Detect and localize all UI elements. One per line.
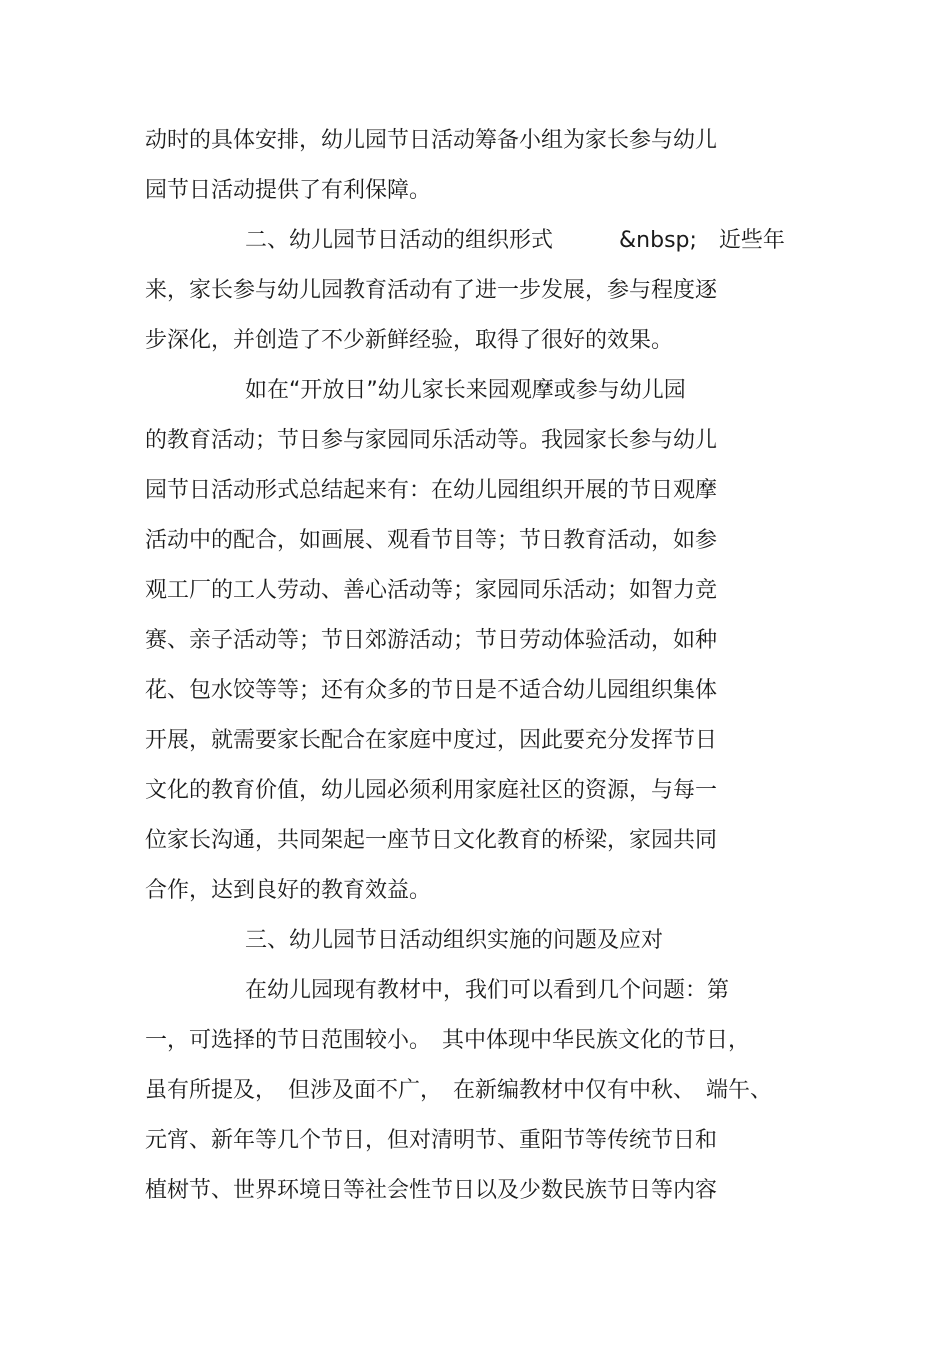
text-line: 赛、亲子活动等；节日郊游活动；节日劳动体验活动，如种 [145,628,718,653]
text-line: 位家长沟通，共同架起一座节日文化教育的桥梁，家园共同 [145,828,718,853]
text-line: 元宵、新年等几个节日，但对清明节、重阳节等传统节日和 [145,1128,718,1153]
paragraph-start: 在幼儿园现有教材中，我们可以看到几个问题：第 [245,978,730,1003]
text-line: 虽有所提及， 但涉及面不广， 在新编教材中仅有中秋、 端午、 [145,1078,773,1103]
section-heading-3: 三、幼儿园节日活动组织实施的问题及应对 [245,928,664,953]
text-line: 文化的教育价值，幼儿园必须利用家庭社区的资源，与每一 [145,778,718,803]
text-line: 动时的具体安排，幼儿园节日活动筹备小组为家长参与幼儿 [145,128,718,153]
text-line: 园节日活动提供了有利保障。 [145,178,432,203]
text-line: 植树节、世界环境日等社会性节日以及少数民族节日等内容 [145,1178,718,1203]
text-line: 来，家长参与幼儿园教育活动有了进一步发展，参与程度逐 [145,278,718,303]
text-line: 花、包水饺等等；还有众多的节日是不适合幼儿园组织集体 [145,678,718,703]
text-line: 步深化，并创造了不少新鲜经验，取得了很好的效果。 [145,328,674,353]
text-line: 合作，达到良好的教育效益。 [145,878,432,903]
section-heading-2: 二、幼儿园节日活动的组织形式 &nbsp; 近些年 [245,228,785,253]
text-line: 的教育活动；节日参与家园同乐活动等。我园家长参与幼儿 [145,428,718,453]
text-line: 园节日活动形式总结起来有：在幼儿园组织开展的节日观摩 [145,478,718,503]
text-line: 开展，就需要家长配合在家庭中度过，因此要充分发挥节日 [145,728,718,753]
text-line: 一，可选择的节日范围较小。 其中体现中华民族文化的节日， [145,1028,751,1053]
paragraph-start: 如在“开放日”幼儿家长来园观摩或参与幼儿园 [245,378,686,403]
text-line: 观工厂的工人劳动、善心活动等；家园同乐活动；如智力竞 [145,578,718,603]
text-line: 活动中的配合，如画展、观看节目等；节日教育活动，如参 [145,528,718,553]
